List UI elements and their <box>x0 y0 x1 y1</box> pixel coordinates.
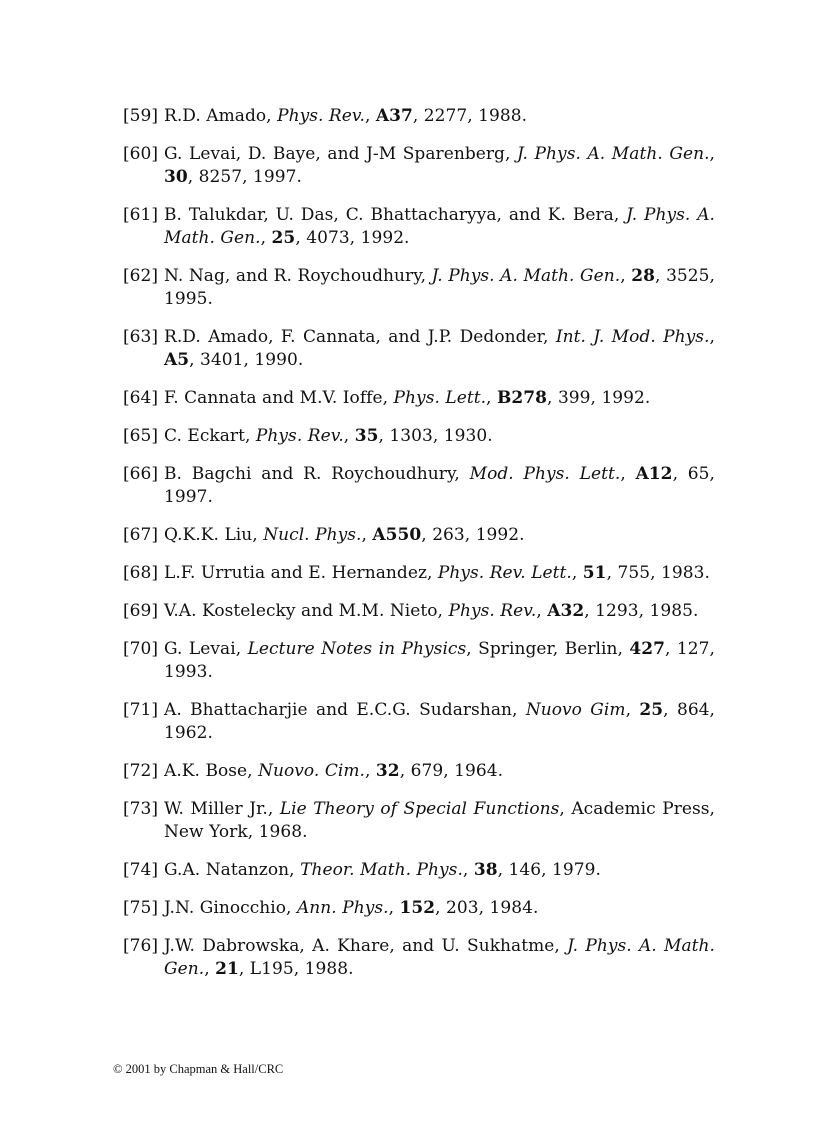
reference-volume: 51 <box>582 563 607 583</box>
reference-text <box>164 143 715 189</box>
reference-journal: J. Phys. A. Math. Gen. <box>431 266 621 286</box>
reference-text <box>164 600 715 623</box>
reference-text <box>164 935 715 981</box>
reference-text <box>164 425 715 448</box>
reference-number: [67] <box>123 525 159 545</box>
reference-entry <box>123 143 715 189</box>
reference-authors: N. Nag, and R. Roychoudhury, <box>164 266 432 286</box>
reference-volume: 427 <box>629 639 666 659</box>
reference-entry <box>123 562 715 585</box>
reference-number: [60] <box>123 144 159 164</box>
reference-details: , 1293, 1985. <box>584 601 699 621</box>
reference-entry <box>123 798 715 844</box>
reference-journal: Mod. Phys. Lett. <box>469 464 621 484</box>
reference-authors: G. Levai, D. Baye, and J-M Sparenberg, <box>164 144 517 164</box>
reference-authors: B. Bagchi and R. Roychoudhury, <box>164 464 470 484</box>
reference-details: , 679, 1964. <box>399 761 504 781</box>
reference-number: [59] <box>123 106 159 126</box>
reference-number: [68] <box>123 563 159 583</box>
reference-details: , 146, 1979. <box>497 860 601 880</box>
reference-journal: Lie Theory of Special Functions <box>279 799 560 819</box>
reference-volume: 28 <box>631 266 656 286</box>
reference-details: , 2277, 1988. <box>412 106 528 126</box>
reference-entry <box>123 897 715 920</box>
reference-text <box>164 760 715 783</box>
reference-authors: W. Miller Jr., <box>164 799 280 819</box>
reference-separator: , <box>709 144 715 164</box>
reference-volume: A37 <box>375 106 413 126</box>
reference-entry <box>123 859 715 882</box>
reference-volume: A550 <box>372 525 422 545</box>
reference-text <box>164 897 715 920</box>
reference-entry <box>123 326 715 372</box>
reference-volume: 25 <box>271 228 296 248</box>
reference-separator: , <box>365 761 376 781</box>
reference-entry <box>123 204 715 250</box>
reference-details: , 203, 1984. <box>435 898 539 918</box>
reference-number: [66] <box>123 464 159 484</box>
reference-separator: , <box>536 601 548 621</box>
reference-number: [75] <box>123 898 159 918</box>
reference-separator: , <box>260 228 272 248</box>
reference-journal: Int. J. Mod. Phys. <box>555 327 710 347</box>
reference-text <box>164 859 715 882</box>
reference-volume: 152 <box>399 898 436 918</box>
reference-entry <box>123 105 715 128</box>
reference-authors: A.K. Bose, <box>164 761 259 781</box>
reference-entry <box>123 425 715 448</box>
reference-separator: , <box>709 327 715 347</box>
reference-volume: A5 <box>164 350 190 370</box>
reference-text <box>164 638 715 684</box>
reference-volume: 38 <box>473 860 498 880</box>
reference-separator: , <box>625 700 640 720</box>
reference-number: [71] <box>123 700 159 720</box>
reference-details: , 1303, 1930. <box>378 426 493 446</box>
reference-volume: 35 <box>354 426 379 446</box>
reference-details: , 65, 1997. <box>164 464 715 507</box>
reference-text <box>164 326 715 372</box>
reference-text <box>164 463 715 509</box>
reference-journal: Nuovo Gim <box>525 700 626 720</box>
reference-entry <box>123 699 715 745</box>
reference-entry <box>123 760 715 783</box>
reference-authors: F. Cannata and M.V. Ioffe, <box>164 388 394 408</box>
reference-volume: A12 <box>635 464 673 484</box>
reference-authors: A. Bhattacharjie and E.C.G. Sudarshan, <box>164 700 526 720</box>
reference-details: , 4073, 1992. <box>295 228 410 248</box>
reference-text <box>164 524 715 547</box>
reference-entry <box>123 935 715 981</box>
copyright-footer: © 2001 by Chapman & Hall/CRC <box>113 1062 284 1076</box>
reference-volume: 32 <box>375 761 400 781</box>
reference-journal: Theor. Math. Phys. <box>300 860 463 880</box>
reference-journal: J. Phys. A. Math. Gen. <box>517 144 710 164</box>
reference-authors: J.W. Dabrowska, A. Khare, and U. Sukhatme, <box>164 936 568 956</box>
reference-text <box>164 798 715 844</box>
reference-journal: Phys. Rev. Lett. <box>437 563 572 583</box>
reference-details: , 3525, 1995. <box>164 266 715 309</box>
reference-separator: , <box>364 106 376 126</box>
reference-volume: 21 <box>215 959 239 979</box>
reference-separator: , <box>486 388 497 408</box>
reference-number: [64] <box>123 388 159 408</box>
reference-journal: Phys. Rev. <box>255 426 344 446</box>
reference-entry <box>123 463 715 509</box>
reference-number: [62] <box>123 266 159 286</box>
reference-text <box>164 265 715 311</box>
reference-details: , 3401, 1990. <box>189 350 304 370</box>
reference-journal: Lecture Notes in Physics <box>247 639 467 659</box>
reference-separator: , Springer, Berlin, <box>466 639 630 659</box>
reference-text <box>164 387 715 410</box>
reference-details: , 8257, 1997. <box>187 167 302 187</box>
reference-authors: G.A. Natanzon, <box>164 860 301 880</box>
reference-entry <box>123 387 715 410</box>
reference-separator: , <box>620 266 632 286</box>
reference-authors: G. Levai, <box>164 639 248 659</box>
reference-separator: , <box>462 860 474 880</box>
reference-list <box>123 105 715 996</box>
reference-separator: , <box>388 898 400 918</box>
reference-separator: , <box>571 563 583 583</box>
reference-entry <box>123 600 715 623</box>
reference-authors: C. Eckart, <box>164 426 256 446</box>
reference-journal: Phys. Rev. <box>448 601 537 621</box>
reference-number: [70] <box>123 639 159 659</box>
reference-authors: B. Talukdar, U. Das, C. Bhattacharyya, and K. Bera, <box>164 205 627 225</box>
reference-volume: 30 <box>164 167 188 187</box>
reference-entry <box>123 524 715 547</box>
reference-authors: Q.K.K. Liu, <box>164 525 264 545</box>
reference-entry <box>123 265 715 311</box>
reference-number: [69] <box>123 601 159 621</box>
reference-journal: Nuovo. Cim. <box>258 761 365 781</box>
reference-details: , 263, 1992. <box>421 525 525 545</box>
reference-separator: , <box>620 464 636 484</box>
reference-journal: J. Phys. A. Math. Gen. <box>164 205 715 248</box>
reference-journal: J. Phys. A. Math. Gen. <box>164 936 715 979</box>
reference-separator: , <box>361 525 373 545</box>
reference-journal: Ann. Phys. <box>296 898 389 918</box>
reference-number: [76] <box>123 936 159 956</box>
reference-number: [74] <box>123 860 159 880</box>
reference-details: , 755, 1983. <box>606 563 710 583</box>
reference-details: , L195, 1988. <box>238 959 354 979</box>
reference-volume: B278 <box>496 388 548 408</box>
reference-authors: J.N. Ginocchio, <box>164 898 297 918</box>
reference-number: [72] <box>123 761 159 781</box>
reference-authors: R.D. Amado, F. Cannata, and J.P. Dedonder, <box>164 327 556 347</box>
reference-text <box>164 204 715 250</box>
reference-authors: R.D. Amado, <box>164 106 278 126</box>
reference-authors: V.A. Kostelecky and M.M. Nieto, <box>164 601 449 621</box>
reference-number: [61] <box>123 205 159 225</box>
reference-number: [73] <box>123 799 159 819</box>
reference-text <box>164 105 715 128</box>
reference-journal: Nucl. Phys. <box>263 525 362 545</box>
reference-authors: L.F. Urrutia and E. Hernandez, <box>164 563 438 583</box>
reference-number: [63] <box>123 327 159 347</box>
reference-number: [65] <box>123 426 159 446</box>
reference-separator: , Academic Press, New York, 1968. <box>164 799 716 842</box>
reference-text <box>164 562 715 585</box>
reference-journal: Phys. Lett. <box>393 388 487 408</box>
reference-journal: Phys. Rev. <box>277 106 365 126</box>
reference-text <box>164 699 715 745</box>
reference-volume: A32 <box>547 601 585 621</box>
reference-separator: , <box>204 959 216 979</box>
reference-details: , 399, 1992. <box>547 388 651 408</box>
reference-details: , 864, 1962. <box>164 700 715 743</box>
reference-entry <box>123 638 715 684</box>
reference-details: , 127, 1993. <box>164 639 715 682</box>
reference-volume: 25 <box>639 700 664 720</box>
reference-separator: , <box>343 426 355 446</box>
